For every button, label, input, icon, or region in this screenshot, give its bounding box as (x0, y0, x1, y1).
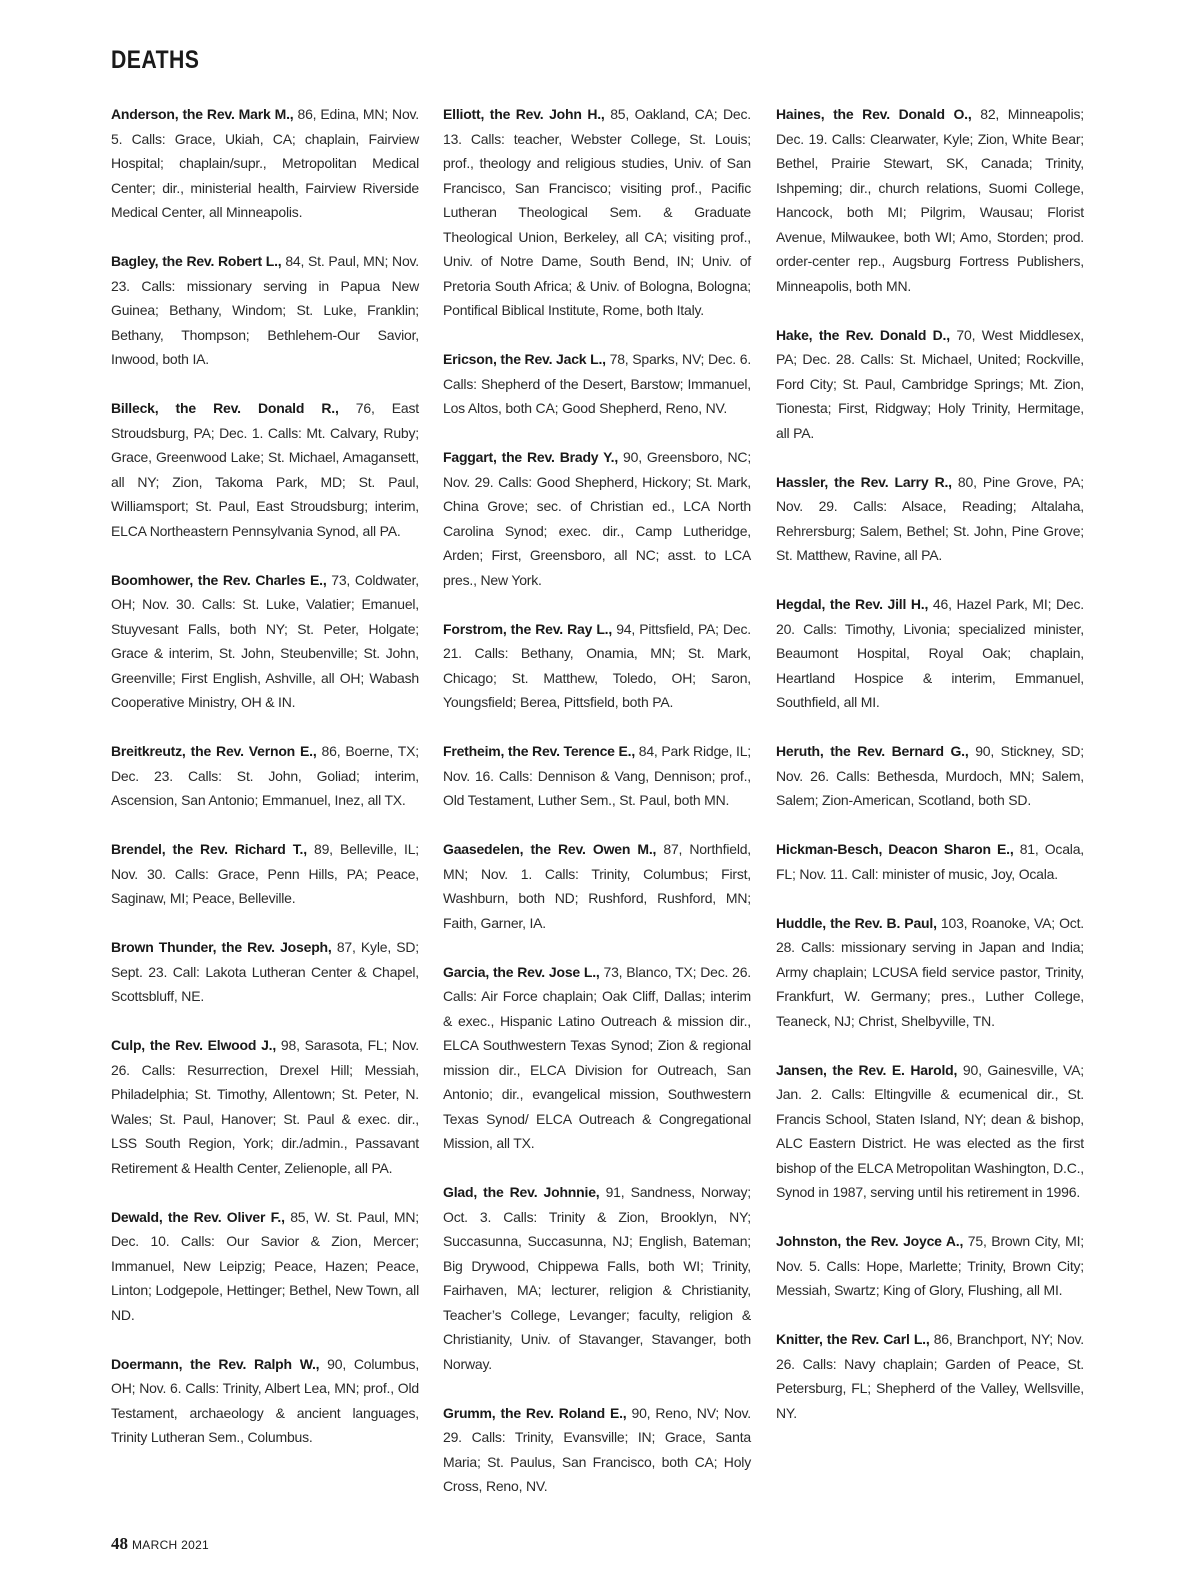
obituary-details: 84, St. Paul, MN; Nov. 23. Calls: missionary serving in Papua New Guinea; Bethany, Windom; St. Luke, Franklin; Bethany, Thompson; Bethlehem-Our Savior, Inwood, both IA. (111, 253, 419, 367)
section-title: DEATHS (111, 46, 200, 74)
obituary-name: Billeck, the Rev. Donald R., (111, 400, 339, 416)
obituary-name: Haines, the Rev. Donald O., (776, 106, 972, 122)
obituary-entry (443, 960, 751, 1156)
obituary-entry (776, 837, 1084, 886)
obituary-name: Gaasedelen, the Rev. Owen M., (443, 841, 657, 857)
obituary-entry (443, 617, 751, 715)
obituary-entry (111, 396, 419, 543)
obituary-name: Heruth, the Rev. Bernard G., (776, 743, 969, 759)
obituary-entry (111, 1033, 419, 1180)
obituary-details: 90, Reno, NV; Nov. 29. Calls: Trinity, Evansville; IN; Grace, Santa Maria; St. Paulus, San Francisco, both CA; Holy Cross, Reno, NV. (443, 1404, 751, 1494)
obituary-entry (776, 470, 1084, 568)
obituary-name: Brendel, the Rev. Richard T., (111, 841, 307, 857)
obituary-details: 86, Boerne, TX; Dec. 23. Calls: St. John, Goliad; interim, Ascension, San Antonio; Emmanuel, Inez, all TX. (111, 743, 419, 808)
obituary-details: 86, Edina, MN; Nov. 5. Calls: Grace, Ukiah, CA; chaplain, Fairview Hospital; chaplain/supr., Metropolitan Medical Center; dir., ministerial health, Fairview Riverside Medical Center, all Minneapolis. (111, 106, 419, 220)
obituary-entry (443, 1180, 751, 1376)
obituary-details: 82, Minneapolis; Dec. 19. Calls: Clearwater, Kyle; Zion, White Bear; Bethel, Prairie Stewart, SK, Canada; Trinity, Ishpeming; dir., church relations, Suomi College, Hancock, both MI; Pilgrim, Wausau; Florist Avenue, Milwaukee, both WI; Amo, Storden; prod. order-center rep., Augsburg Fortress Publishers, Minneapolis, both MN. (776, 106, 1084, 294)
obituary-entry (776, 911, 1084, 1034)
obituary-name: Johnston, the Rev. Joyce A., (776, 1233, 964, 1249)
obituary-entry (111, 1352, 419, 1450)
obituary-entry (776, 1229, 1084, 1303)
obituary-name: Grumm, the Rev. Roland E., (443, 1404, 627, 1421)
obituary-entry (111, 1205, 419, 1328)
obituary-details: 84, Park Ridge, IL; Nov. 16. Calls: Dennison & Vang, Dennison; prof., Old Testament, Luther Sem., St. Paul, both MN. (443, 743, 751, 808)
obituary-name: Hickman-Besch, Deacon Sharon E., (776, 841, 1014, 857)
obituary-entry (776, 102, 1084, 298)
obituary-details: 70, West Middlesex, PA; Dec. 28. Calls: St. Michael, United; Rockville, Ford City; St. Paul, Cambridge Springs; Mt. Zion, Tionesta; First, Ridgway; Holy Trinity, Hermitage, all PA. (776, 326, 1084, 441)
obituary-entry (443, 837, 751, 935)
obituary-name: Knitter, the Rev. Carl L., (776, 1331, 930, 1347)
obituary-name: Brown Thunder, the Rev. Joseph, (111, 939, 332, 955)
obituary-details: 85, W. St. Paul, MN; Dec. 10. Calls: Our Savior & Zion, Mercer; Immanuel, New Leipzig; Peace, Hazen; Peace, Linton; Lodgepole, Hettinger; Bethel, New Town, all ND. (111, 1208, 419, 1323)
obituary-details: 103, Roanoke, VA; Oct. 28. Calls: missionary serving in Japan and India; Army chaplain; LCUSA field service pastor, Trinity, Frankfurt, W. Germany; pres., Luther College, Teaneck, NJ; Christ, Shelbyville, TN. (776, 914, 1084, 1029)
obituary-entry (776, 592, 1084, 715)
obituary-entry (776, 1327, 1084, 1425)
obituary-details: 91, Sandness, Norway; Oct. 3. Calls: Trinity & Zion, Brooklyn, NY; Succasunna, Succasunna, NJ; English, Bateman; Big Drywood, Chippewa Falls, both WI; Trinity, Fairhaven, MA; lecturer, religion & Christianity, Teacher’s College, Levanger; faculty, religion & Christianity, Univ. of Stavanger, Stavanger, both Norway. (443, 1184, 751, 1372)
obituary-name: Jansen, the Rev. E. Harold, (776, 1061, 958, 1078)
obituary-name: Huddle, the Rev. B. Paul, (776, 914, 937, 931)
obituary-name: Breitkreutz, the Rev. Vernon E., (111, 743, 317, 759)
obituary-details: 89, Belleville, IL; Nov. 30. Calls: Grace, Penn Hills, PA; Peace, Saginaw, MI; Peace, Belleville. (111, 841, 419, 906)
obituary-name: Forstrom, the Rev. Ray L., (443, 620, 613, 637)
obituary-entry (443, 102, 751, 323)
obituary-details: 87, Kyle, SD; Sept. 23. Call: Lakota Lutheran Center & Chapel, Scottsbluff, NE. (111, 939, 419, 1004)
page-footer (111, 1534, 209, 1554)
obituary-details: 94, Pittsfield, PA; Dec. 21. Calls: Bethany, Onamia, MN; St. Mark, Chicago; St. Matthew, Toledo, OH; Saron, Youngsfield; Berea, Pittsfield, both PA. (443, 620, 752, 710)
obituary-name: Garcia, the Rev. Jose L., (443, 963, 600, 980)
obituary-details: 87, Northfield, MN; Nov. 1. Calls: Trinity, Columbus; First, Washburn, both ND; Rushford, Rushford, MN; Faith, Garner, IA. (443, 841, 751, 931)
obituary-entry (443, 739, 751, 813)
obituary-entry (443, 1401, 751, 1499)
obituary-details: 90, Gainesville, VA; Jan. 2. Calls: Eltingville & ecumenical dir., St. Francis School, Staten Island, NY; dean & bishop, ALC Eastern District. He was elected as the first bishop of the ELCA Metropolitan Washington, D.C., Synod in 1987, serving until his retirement in 1996. (776, 1061, 1084, 1200)
obituary-entry (111, 102, 419, 225)
obituary-details: 73, Blanco, TX; Dec. 26. Calls: Air Force chaplain; Oak Cliff, Dallas; interim & exec., Hispanic Latino Outreach & mission dir., ELCA Southwestern Texas Synod; Zion & regional mission dir., ELCA Division for Outreach, San Antonio; dir., evangelical mission, Southwestern Texas Synod/ ELCA Outreach & Congregational Mission, all TX. (443, 963, 751, 1151)
page-number: 48 (111, 1534, 128, 1553)
obituary-details: 86, Branchport, NY; Nov. 26. Calls: Navy chaplain; Garden of Peace, St. Petersburg, FL; Shepherd of the Valley, Wellsville, NY. (776, 1331, 1084, 1421)
issue-date: MARCH 2021 (132, 1538, 210, 1552)
obituary-details: 85, Oakland, CA; Dec. 13. Calls: teacher, Webster College, St. Louis; prof., theology and religious studies, Univ. of San Francisco, San Francisco; visiting prof., Pacific Lutheran Theological Sem. & Graduate Theological Union, Berkeley, all CA; visiting prof., Univ. of Notre Dame, South Bend, IN; Univ. of Pretoria South Africa; & Univ. of Bologna, Bologna; Pontifical Biblical Institute, Rome, both Italy. (443, 106, 751, 318)
obituary-details: 75, Brown City, MI; Nov. 5. Calls: Hope, Marlette; Trinity, Brown City; Messiah, Swartz; King of Glory, Flushing, all MI. (776, 1233, 1084, 1298)
obituary-entry (111, 568, 419, 715)
obituary-details: 76, East Stroudsburg, PA; Dec. 1. Calls: Mt. Calvary, Ruby; Grace, Greenwood Lake; St. Michael, Amagansett, all NY; Zion, Takoma Park, MD; St. Paul, Williamsport; St. Paul, East Stroudsburg; interim, ELCA Northeastern Pennsylvania Synod, all PA. (111, 400, 419, 539)
obituary-name: Hake, the Rev. Donald D., (776, 326, 950, 343)
obituary-entry (443, 347, 751, 421)
obituary-details: 90, Greensboro, NC; Nov. 29. Calls: Good Shepherd, Hickory; St. Mark, China Grove; sec. of Christian ed., LCA North Carolina Synod; exec. dir., Camp Lutheridge, Arden; First, Greensboro, all NC; asst. to LCA pres., New York. (443, 449, 752, 588)
obituary-details: 73, Coldwater, OH; Nov. 30. Calls: St. Luke, Valatier; Emanuel, Stuyvesant Falls, both NY; St. Peter, Holgate; Grace & interim, St. John, Steubenville; St. John, Greenville; First English, Ashville, all OH; Wabash Cooperative Ministry, OH & IN. (111, 571, 419, 710)
obituary-details: 78, Sparks, NV; Dec. 6. Calls: Shepherd of the Desert, Barstow; Immanuel, Los Altos, both CA; Good Shepherd, Reno, NV. (443, 351, 752, 416)
obituary-entry (776, 323, 1084, 446)
obituary-details: 98, Sarasota, FL; Nov. 26. Calls: Resurrection, Drexel Hill; Messiah, Philadelphia; St. Timothy, Allentown; St. Peter, N. Wales; St. Paul, Hanover; St. Paul & exec. dir., LSS South Region, York; dir./admin., Passavant Retirement & Health Center, Zelienople, all PA. (111, 1037, 419, 1176)
obituary-name: Doermann, the Rev. Ralph W., (111, 1355, 320, 1372)
obituary-name: Dewald, the Rev. Oliver F., (111, 1208, 285, 1225)
obituary-name: Culp, the Rev. Elwood J., (111, 1037, 277, 1053)
obituary-details: 90, Columbus, OH; Nov. 6. Calls: Trinity, Albert Lea, MN; prof., Old Testament, archaeology & ancient languages, Trinity Lutheran Sem., Columbus. (111, 1355, 420, 1445)
obituary-name: Anderson, the Rev. Mark M., (111, 106, 294, 122)
obituary-name: Bagley, the Rev. Robert L., (111, 253, 282, 269)
obituary-name: Faggart, the Rev. Brady Y., (443, 449, 619, 465)
obituary-details: 46, Hazel Park, MI; Dec. 20. Calls: Timothy, Livonia; specialized minister, Beaumont Hospital, Royal Oak; chaplain, Heartland Hospice & interim, Emmanuel, Southfield, all MI. (776, 596, 1084, 710)
obituary-details: 90, Stickney, SD; Nov. 26. Calls: Bethesda, Murdoch, MN; Salem, Salem; Zion-American, Scotland, both SD. (776, 743, 1085, 808)
obituary-name: Boomhower, the Rev. Charles E., (111, 571, 327, 588)
obituary-name: Fretheim, the Rev. Terence E., (443, 743, 636, 759)
obituary-name: Hassler, the Rev. Larry R., (776, 473, 952, 490)
obituary-name: Glad, the Rev. Johnnie, (443, 1184, 600, 1200)
obituary-column-3 (776, 102, 1084, 1450)
obituary-name: Elliott, the Rev. John H., (443, 106, 605, 122)
obituary-entry (776, 739, 1084, 813)
obituary-entry (776, 1058, 1084, 1205)
obituary-entry (111, 935, 419, 1009)
obituary-entry (443, 445, 751, 592)
obituary-column-1 (111, 102, 419, 1474)
obituary-entry (111, 249, 419, 372)
obituary-details: 80, Pine Grove, PA; Nov. 29. Calls: Alsace, Reading; Altalaha, Rehrersburg; Salem, Bethel; St. John, Pine Grove; St. Matthew, Ravine, all PA. (776, 473, 1084, 563)
obituary-entry (111, 739, 419, 813)
obituary-name: Hegdal, the Rev. Jill H., (776, 596, 929, 612)
obituary-column-2 (443, 102, 751, 1523)
obituary-entry (111, 837, 419, 911)
obituary-name: Ericson, the Rev. Jack L., (443, 351, 606, 367)
obituary-details: 81, Ocala, FL; Nov. 11. Call: minister of music, Joy, Ocala. (776, 841, 1084, 882)
